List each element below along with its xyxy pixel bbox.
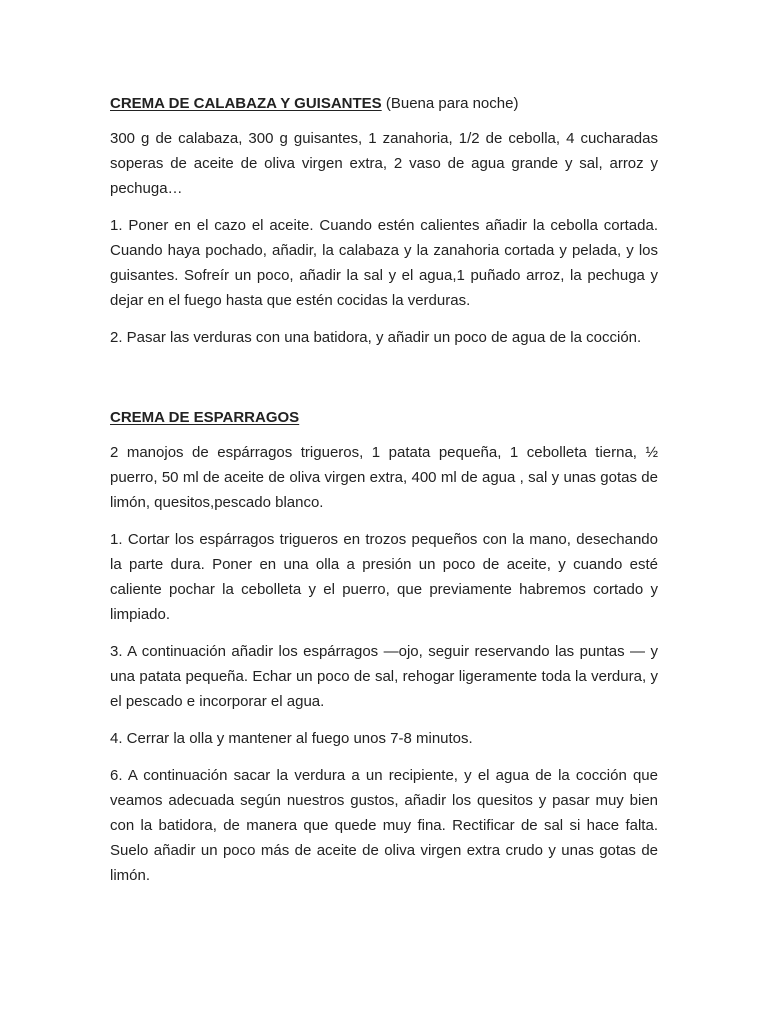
recipe-2-title: CREMA DE ESPARRAGOS [110, 409, 300, 426]
recipe-2-step: 3. A continuación añadir los espárragos —ojo, seguir reservando las puntas — y una patata pequeña. Echar un poco de sal, rehogar ligeramente toda la verdura, y el pescado e incorporar el agua. [110, 643, 658, 710]
recipe-1-ingredients: 300 g de calabaza, 300 g guisantes, 1 zanahoria, 1/2 de cebolla, 4 cucharadas soperas de aceite de oliva virgen extra, 2 vaso de agua grande y sal, arroz y pechuga… [110, 130, 658, 197]
document-page [110, 91, 658, 900]
section-spacer [110, 362, 658, 405]
recipe-1-note: (Buena para noche) [381, 95, 519, 112]
recipe-2-step: 4. Cerrar la olla y mantener al fuego unos 7-8 minutos. [110, 730, 473, 747]
recipe-1-step: 1. Poner en el cazo el aceite. Cuando estén calientes añadir la cebolla cortada. Cuando haya pochado, añadir, la calabaza y la zanahoria cortada y pelada, y los guisantes. Sofreír un poco, añadir la sal y el agua,1 puñado arroz, la pechuga y dejar en el fuego hasta que estén cocidas la verduras. [110, 217, 658, 309]
recipe-1-title: CREMA DE CALABAZA Y GUISANTES [110, 95, 382, 112]
recipe-2-step: 6. A continuación sacar la verdura a un recipiente, y el agua de la cocción que veamos adecuada según nuestros gustos, añadir los quesitos y pasar muy bien con la batidora, de manera que quede muy fina. Rectificar de sal si hace falta. Suelo añadir un poco más de aceite de oliva virgen extra crudo y unas gotas de limón. [110, 767, 658, 884]
recipe-2-ingredients: 2 manojos de espárragos trigueros, 1 patata pequeña, 1 cebolleta tierna, ½ puerro, 50 ml de aceite de oliva virgen extra, 400 ml de agua , sal y unas gotas de limón, quesitos,pescado blanco. [110, 444, 658, 511]
recipe-2-step: 1. Cortar los espárragos trigueros en trozos pequeños con la mano, desechando la parte dura. Poner en una olla a presión un poco de aceite, y cuando esté caliente pochar la cebolleta y el puerro, que previamente habremos cortado y limpiado. [110, 531, 658, 623]
recipe-2-heading [110, 405, 658, 430]
recipe-1-step: 2. Pasar las verduras con una batidora, y añadir un poco de agua de la cocción. [110, 329, 642, 346]
recipe-1-heading [110, 91, 658, 116]
